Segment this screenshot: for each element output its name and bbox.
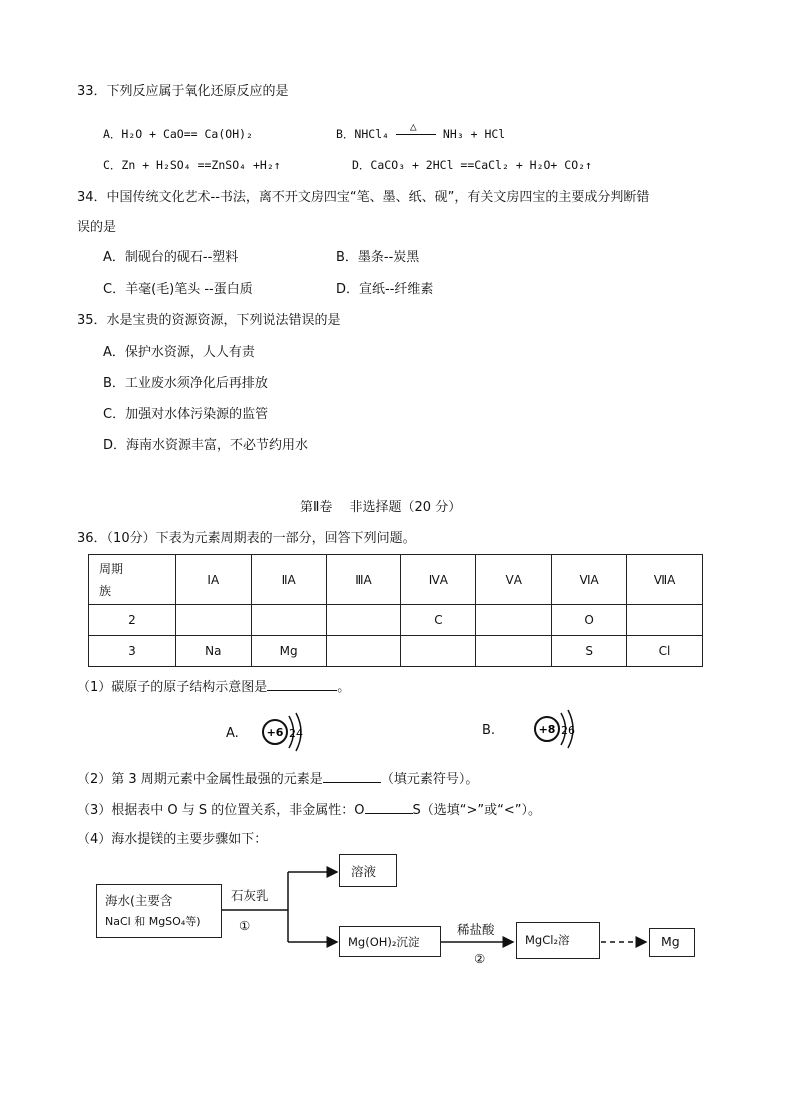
q34-option-d: D．宣纸--纤维素 [336,282,434,297]
group-header: ⅥA [552,555,627,605]
flow-box-mgcl2 [516,922,600,959]
q34-option-b: B．墨条--炭黑 [336,250,420,265]
group-header: ⅣA [401,555,476,605]
flow-box-seawater [96,884,222,938]
q34-option-a: A．制砚台的砚石--塑料 [103,250,239,265]
q36-part3-end: S（选填“>”或“<”）。 [412,803,542,818]
q33-option-b-reactant: B．NHCl₄ [336,127,390,141]
q34-stem-line1: 34．中国传统文化艺术--书法，离不开文房四宝“笔、墨、纸、砚”，有关文房四宝的主要成分判断错 [77,190,650,205]
atom-a-shell-2: 4 [296,727,303,740]
heat-triangle-icon: △ [409,119,417,133]
q33-option-b-products: NH₃ + HCl [442,127,506,141]
period-cell: 2 [89,605,176,636]
atom-b-nucleus: +8 [538,723,556,736]
q36-part1-end: 。 [337,680,351,695]
step-2-label: ② [474,951,486,966]
group-header: ⅢA [326,555,401,605]
q36-part2-end: （填元素符号）。 [380,772,479,787]
q36-stem: 36．（10分）下表为元素周期表的一部分，回答下列问题。 [77,531,416,546]
q33-stem: 33．下列反应属于氧化还原反应的是 [77,84,289,99]
q36-part4: （4）海水提镁的主要步骤如下： [77,832,268,847]
q35-option-d: D．海南水资源丰富，不必节约用水 [103,438,309,453]
q35-option-c: C．加强对水体污染源的监管 [103,407,269,422]
element-cell: Cl [627,636,703,667]
atom-a-nucleus: +6 [266,726,284,739]
flow-box-solution [339,854,397,887]
q34-option-c: C．羊毫(毛)笔头 --蛋白质 [103,282,253,297]
atom-b-shell-2: 6 [568,724,575,737]
period-cell: 3 [89,636,176,667]
q35-stem: 35．水是宝贵的资源资源，下列说法错误的是 [77,313,341,328]
mg-label: Mg [661,934,680,949]
element-cell: S [552,636,627,667]
corner-period-label: 周期 [99,561,124,576]
section-title: 第Ⅱ卷 非选择题（20 分） [300,500,462,515]
q36-part3-text: （3）根据表中 O 与 S 的位置关系，非金属性：O [77,803,365,818]
atom-b-shell-1: 2 [561,724,568,737]
corner-group-label: 族 [99,583,112,598]
flow-box-mg [649,928,695,957]
element-cell: C [401,605,476,636]
q33-option-d: D．CaCO₃ + 2HCl ==CaCl₂ + H₂O+ CO₂↑ [352,158,592,172]
q35-option-b: B．工业废水须净化后再排放 [103,376,268,391]
element-cell: Na [175,636,251,667]
group-header: ⅦA [627,555,703,605]
atom-a-shell-1: 2 [289,727,296,740]
precipitate-label: Mg(OH)₂沉淀 [348,935,420,949]
group-header: ⅠA [175,555,251,605]
q34-stem-line2: 误的是 [77,220,117,235]
atom-option-b-label: B. [482,723,496,738]
reagent-lime-milk: 石灰乳 [231,888,269,903]
q33-option-c: C．Zn + H₂SO₄ ==ZnSO₄ +H₂↑ [103,158,281,172]
solution-label: 溶液 [351,864,377,879]
mgcl2-label: MgCl₂溶 [525,933,570,947]
q35-option-a: A．保护水资源，人人有责 [103,345,255,360]
flow-box-precipitate [339,926,441,957]
atom-option-a-label: A. [226,726,239,741]
seawater-line1: 海水(主要含 [105,893,173,908]
q36-part2-text: （2）第 3 周期元素中金属性最强的元素是 [77,772,323,787]
q36-part1-text: （1）碳原子的原子结构示意图是 [77,680,268,695]
element-cell: Mg [251,636,326,667]
q33-option-a: A．H₂O + CaO== Ca(OH)₂ [103,127,253,141]
seawater-line2: NaCl 和 MgSO₄等) [105,915,201,928]
group-header: ⅡA [251,555,326,605]
element-cell: O [552,605,627,636]
reagent-dilute-hcl: 稀盐酸 [457,922,495,937]
step-1-label: ① [239,918,251,933]
group-header: ⅤA [476,555,552,605]
